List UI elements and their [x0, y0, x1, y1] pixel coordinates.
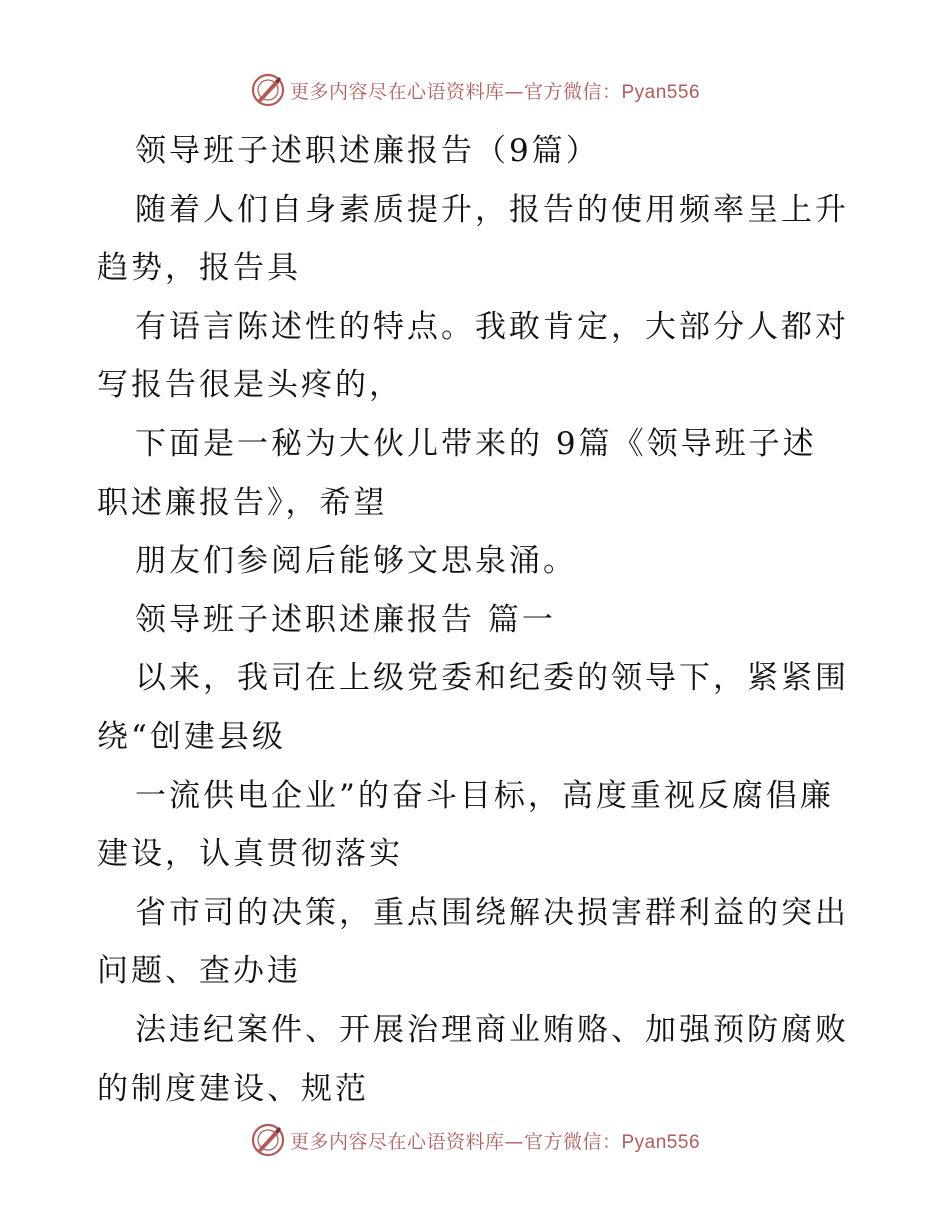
document-line: 领导班子述职述廉报告（9篇） — [135, 133, 600, 169]
document-line: 领导班子述职述廉报告 篇一 — [135, 601, 556, 638]
document-line: 一流供电企业”的奋斗目标，高度重视反腐倡廉 — [135, 777, 834, 814]
document-line: 的制度建设、规范 — [97, 1070, 369, 1107]
document-body — [97, 122, 857, 1118]
document-line: 省市司的决策，重点围绕解决损害群利益的突出 — [135, 894, 849, 931]
header-wechat-handle: Pyan556 — [621, 81, 701, 103]
header-banner-text: 更多内容尽在心语资料库—官方微信： — [289, 80, 622, 103]
document-line: 问题、查办违 — [97, 953, 301, 990]
footer-banner-text: 更多内容尽在心语资料库—官方微信： — [289, 1130, 622, 1153]
document-line: 写报告很是头疼的， — [97, 367, 403, 404]
document-line: 朋友们参阅后能够文思泉涌。 — [135, 543, 577, 580]
document-line: 绕“创建县级 — [97, 718, 286, 755]
page-header-banner — [0, 70, 950, 110]
footer-wechat-handle: Pyan556 — [621, 1131, 701, 1153]
pen-logo-icon — [250, 72, 286, 108]
document-line: 有语言陈述性的特点。我敢肯定，大部分人都对 — [135, 308, 849, 345]
document-line: 下面是一秘为大伙儿带来的 9篇《领导班子述 — [135, 425, 817, 462]
document-line: 随着人们自身素质提升，报告的使用频率呈上升 — [135, 191, 849, 228]
document-line: 建设，认真贯彻落实 — [97, 836, 403, 873]
document-line: 法违纪案件、开展治理商业贿赂、加强预防腐败 — [135, 1011, 849, 1048]
document-line: 职述廉报告》，希望 — [97, 484, 388, 521]
pen-logo-icon — [250, 1122, 286, 1158]
document-line: 以来，我司在上级党委和纪委的领导下，紧紧围 — [135, 660, 849, 697]
document-line: 趋势，报告具 — [97, 250, 301, 287]
page-footer-banner — [0, 1120, 950, 1160]
